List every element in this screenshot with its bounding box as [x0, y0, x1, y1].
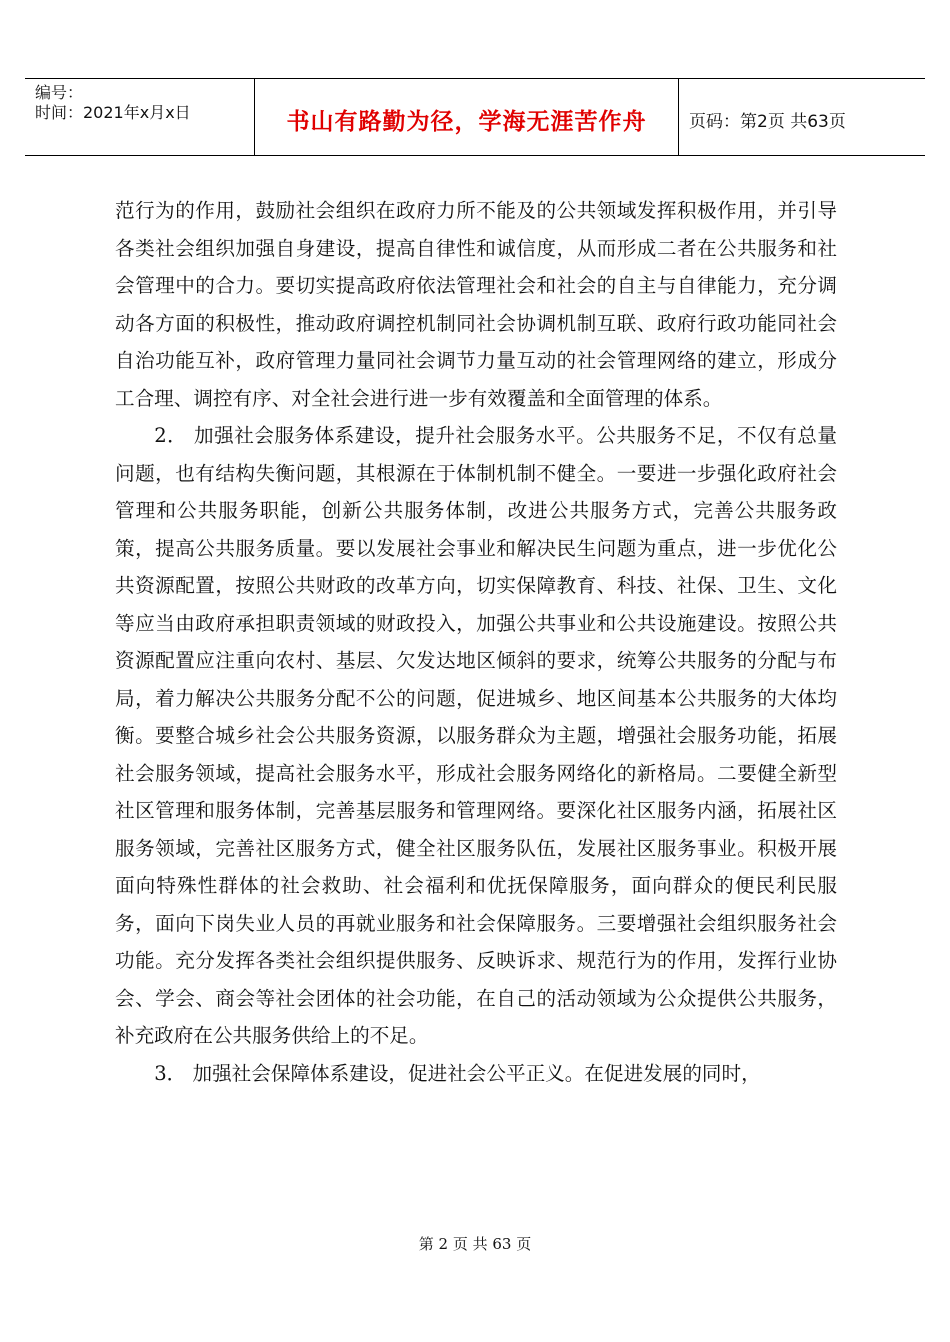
document-body — [115, 192, 837, 1092]
body-paragraph: 2． 加强社会服务体系建设，提升社会服务水平。公共服务不足，不仅有总量问题，也有结构失衡问题，其根源在于体制机制不健全。一要进一步强化政府社会管理和公共服务职能，创新公共服务体制，改进公共服务方式，完善公共服务政策，提高公共服务质量。要以发展社会事业和解决民生问题为重点，进一步优化公共资源配置，按照公共财政的改革方向，切实保障教育、科技、社保、卫生、文化等应当由政府承担职责领域的财政投入，加强公共事业和公共设施建设。按照公共资源配置应注重向农村、基层、欠发达地区倾斜的要求，统筹公共服务的分配与布局，着力解决公共服务分配不公的问题，促进城乡、地区间基本公共服务的大体均衡。要整合城乡社会公共服务资源，以服务群众为主题，增强社会服务功能，拓展社会服务领域，提高社会服务水平，形成社会服务网络化的新格局。二要健全新型社区管理和服务体制，完善基层服务和管理网络。要深化社区服务内涵，拓展社区服务领域，完善社区服务方式，健全社区服务队伍，发展社区服务事业。积极开展面向特殊性群体的社会救助、社会福利和优抚保障服务，面向群众的便民利民服务，面向下岗失业人员的再就业服务和社会保障服务。三要增强社会组织服务社会功能。充分发挥各类社会组织提供服务、反映诉求、规范行为的作用，发挥行业协会、学会、商会等社会团体的社会功能，在自己的活动领域为公众提供公共服务，补充政府在公共服务供给上的不足。 — [115, 424, 837, 1047]
document-number-label: 编号： — [35, 83, 84, 102]
page-header — [25, 78, 925, 156]
header-meta — [35, 83, 191, 123]
header-motto: 书山有路勤为径，学海无涯苦作舟 — [286, 109, 647, 135]
body-paragraph: 3． 加强社会保障体系建设，促进社会公平正义。在促进发展的同时， — [154, 1061, 761, 1085]
document-time-label: 时间：2021年x月x日 — [35, 103, 191, 122]
page-footer: 第 2 页 共 63 页 — [418, 1235, 532, 1253]
header-divider — [678, 79, 679, 155]
header-page-number: 页码：第2页 共63页 — [689, 112, 846, 132]
body-paragraph: 范行为的作用，鼓励社会组织在政府力所不能及的公共领域发挥积极作用，并引导各类社会组织加强自身建设，提高自律性和诚信度，从而形成二者在公共服务和社会管理中的合力。要切实提高政府依法管理社会和社会的自主与自律能力，充分调动各方面的积极性，推动政府调控机制同社会协调机制互联、政府行政功能同社会自治功能互补，政府管理力量同社会调节力量互动的社会管理网络的建立，形成分工合理、调控有序、对全社会进行进一步有效覆盖和全面管理的体系。 — [115, 199, 837, 410]
